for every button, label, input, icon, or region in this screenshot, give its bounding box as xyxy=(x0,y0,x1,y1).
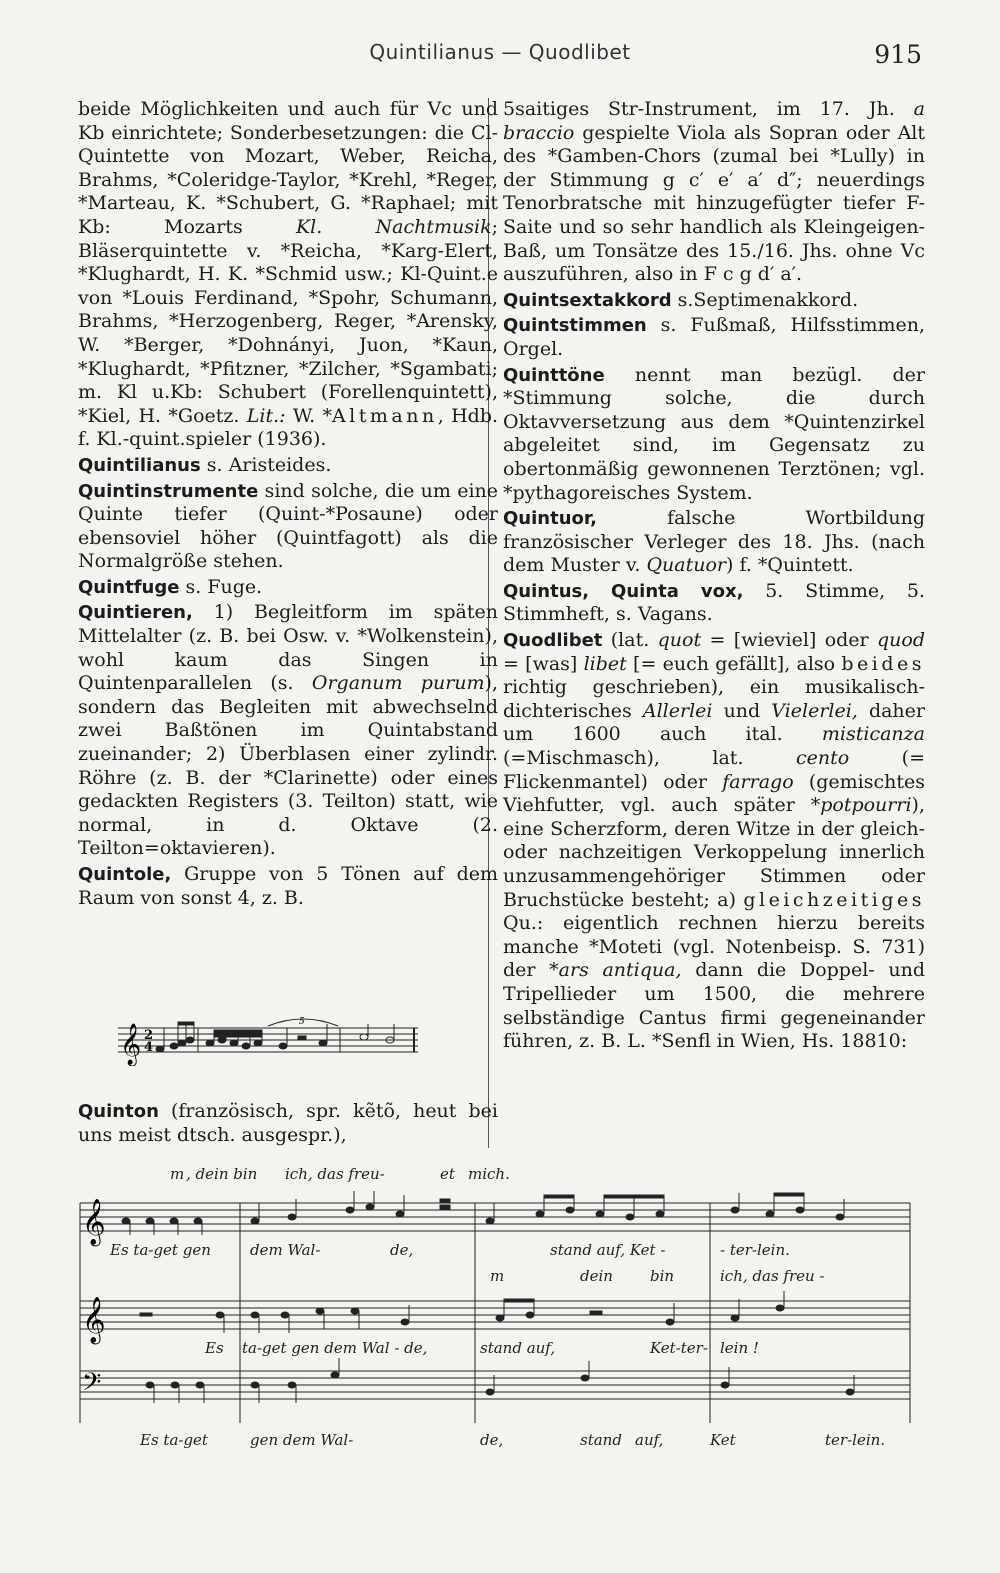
svg-text:Ket-ter-: Ket-ter- xyxy=(650,1339,708,1357)
entry-quodlibet: Quodlibet (lat. quot = [wieviel] oder quod = [was] libet [= euch gefällt], also beides richtig geschrieben), ein musikalisch-dichterisches Allerlei und Vielerlei, daher um 1600 auch ital. misticanza (=Mischmasch), lat. cento (= Flickenmantel) oder farrago (gemischtes Viehfutter, vgl. auch später *potpourri), eine Scherzform, deren Witze in der gleich- oder nachzeitigen Verkoppelung innerlich unzusammengehöriger Stimmen oder Bruchstücke besteht; a) gleichzeitiges Qu.: eigentlich rechnen hierzu bereits manche *Moteti (vgl. Notenbeisp. S. 731) der *ars antiqua, dann die Doppel- und Tripellieder um 1500, die mehrere selbständige Cantus firmi gegeneinander führen, z. B. L. *Senfl in Wien, Hs. 18810: xyxy=(503,629,926,1053)
left-column xyxy=(78,98,498,912)
entry-quintsextakkord: Quintsextakkord s.Septimenakkord. xyxy=(503,288,859,311)
svg-text:lein !: lein ! xyxy=(720,1339,759,1357)
svg-text:ich, das freu-: ich, das freu- xyxy=(285,1165,385,1183)
svg-text:auf,: auf, xyxy=(635,1431,664,1449)
svg-text:stand: stand xyxy=(580,1431,622,1449)
svg-text:- ter-lein.: - ter-lein. xyxy=(720,1241,790,1259)
svg-text:m: m xyxy=(490,1267,505,1285)
running-title: Quintilianus — Quodlibet xyxy=(369,40,631,64)
svg-text:bin: bin xyxy=(650,1267,675,1285)
svg-text:ich, das freu -: ich, das freu - xyxy=(720,1267,825,1285)
svg-text:ta-get gen dem Wal - de,: ta-get gen dem Wal - de, xyxy=(242,1339,428,1357)
headword: Quintsextakkord xyxy=(503,289,672,311)
entry-quintfuge: Quintfuge s. Fuge. xyxy=(78,575,263,598)
headword: Quintilianus xyxy=(78,454,201,476)
entry-quinton: Quinton (französisch, spr. kẽtõ, heut bei uns meist dtsch. ausgespr.), xyxy=(78,1100,498,1146)
headword: Quintfuge xyxy=(78,576,180,598)
bass-clef-icon: 𝄢 xyxy=(82,1368,102,1403)
svg-text:stand auf, Ket -: stand auf, Ket - xyxy=(550,1241,666,1259)
svg-text:dem Wal-: dem Wal- xyxy=(250,1241,321,1259)
svg-text:dein: dein xyxy=(580,1267,613,1285)
entry-quintus: Quintus, Quinta vox, 5. Stimme, 5. Stimmheft, s. Vagans. xyxy=(503,579,925,626)
quintole-music-example xyxy=(118,1014,418,1066)
headword: Quintstimmen xyxy=(503,315,647,337)
svg-text:gen dem Wal-: gen dem Wal- xyxy=(250,1431,354,1449)
treble-clef-icon: 𝄞 xyxy=(82,1297,106,1343)
headword: Quintus, Quinta vox, xyxy=(503,580,744,602)
svg-text:Ket: Ket xyxy=(710,1431,736,1449)
treble-clef-icon: 𝄞 xyxy=(120,1024,142,1065)
entry-quinttoene: Quinttöne nennt man bezügl. der *Stimmung solche, die durch Oktavversetzung aus dem *Quintenzirkel abgeleitet sind, im Gegensatz zu obertonmäßig gewonnenen Terztönen; vgl. *pythagoreisches System. xyxy=(503,363,925,504)
svg-text:de,: de, xyxy=(480,1431,504,1449)
tuplet-label: 5 xyxy=(299,1017,305,1027)
entry-quintinstrumente: Quintinstrumente sind solche, die um eine Quinte tiefer (Quint-*Posaune) oder ebensoviel höher (Quintfagott) als die Normalgröße stehen. xyxy=(78,479,498,573)
headword: Quintole, xyxy=(78,864,172,885)
senfl-music-example xyxy=(70,1163,920,1463)
entry-quinton-continuation: 5saitiges Str-Instrument, im 17. Jh. a braccio gespielte Viola als Sopran oder Alt des *Gamben-Chors (zumal bei *Lully) in der Stimmung g c′ e′ a′ d″; neuerdings Tenorbratsche mit hinzugefügter tiefer F-Saite und so sehr handlich als Kleingeigen-Baß, um Tonsätze des 15./16. Jhs. ohne Vc auszuführen, also in F c g d′ a′. xyxy=(503,98,925,286)
entry-quintieren: Quintieren, 1) Begleitform im späten Mittelalter (z. B. bei Osw. v. *Wolkenstein), wohl kaum das Singen in Quintenparallelen (s. Organum purum), sondern das Begleiten mit abwechselnd zwei Baßtönen im Quintabstand zueinander; 2) Überblasen einer zylindr. Röhre (z. B. der *Clarinette) oder eines gedackten Registers (3. Teilton) statt, wie normal, in d. Oktave (2. Teilton=oktavieren). xyxy=(78,601,498,860)
svg-text:2: 2 xyxy=(144,1028,154,1043)
svg-text:m: m xyxy=(170,1165,185,1183)
svg-text:de,: de, xyxy=(390,1241,414,1259)
svg-text:et: et xyxy=(440,1165,455,1183)
entry-continuation: beide Möglichkeiten und auch für Vc und Kb einrichtete; Sonderbesetzungen: die Cl-Quintette von Mozart, Weber, Reicha, Brahms, *Coleridge-Taylor, *Krehl, *Reger, *Marteau, K. *Schubert, G. *Raphael; mit Kb: Mozarts Kl. Nachtmusik; Bläserquintette v. *Reicha, *Karg-Elert, *Klughardt, H. K. *Schmid usw.; Kl-Quint.e von *Louis Ferdinand, *Spohr, Schumann, Brahms, *Herzogenberg, Reger, *Arensky, W. *Berger, *Dohnányi, Juon, *Kaun, *Klughardt, *Pfitzner, *Zilcher, *Sgambati; m. Kl u.Kb: Schubert (Forellenquintett), *Kiel, H. *Goetz. Lit.: W. *Altmann, Hdb. f. Kl.-quint.spieler (1936). xyxy=(78,98,499,451)
headword: Quodlibet xyxy=(503,630,603,652)
treble-clef-icon: 𝄞 xyxy=(82,1199,106,1245)
svg-text:stand auf,: stand auf, xyxy=(480,1339,556,1357)
svg-text:, dein bin: , dein bin xyxy=(186,1165,258,1183)
entry-quintuor: Quintuor, falsche Wortbildung französischer Verleger des 18. Jhs. (nach dem Muster v. Quatuor) f. *Quintett. xyxy=(503,507,925,577)
right-column xyxy=(503,98,925,1056)
svg-text:Es ta-get: Es ta-get xyxy=(140,1431,208,1449)
headword: Quintuor, xyxy=(503,508,597,530)
svg-text:ter-lein.: ter-lein. xyxy=(825,1431,886,1449)
svg-text:4: 4 xyxy=(144,1040,154,1055)
headword: Quinton xyxy=(78,1101,159,1122)
page-number: 915 xyxy=(874,40,922,69)
headword: Quintieren, xyxy=(78,602,193,624)
svg-text:mich.: mich. xyxy=(468,1165,510,1183)
entry-quintstimmen: Quintstimmen s. Fußmaß, Hilfsstimmen, Orgel. xyxy=(503,314,925,360)
entry-quintilianus: Quintilianus s. Aristeides. xyxy=(78,453,332,476)
svg-text:Es ta-get gen: Es ta-get gen xyxy=(110,1241,211,1259)
entry-quintole: Quintole, Gruppe von 5 Tönen auf dem Raum von sonst 4, z. B. xyxy=(78,863,498,909)
headword: Quintinstrumente xyxy=(78,480,259,502)
svg-text:Es: Es xyxy=(205,1339,224,1357)
headword: Quinttöne xyxy=(503,364,605,386)
